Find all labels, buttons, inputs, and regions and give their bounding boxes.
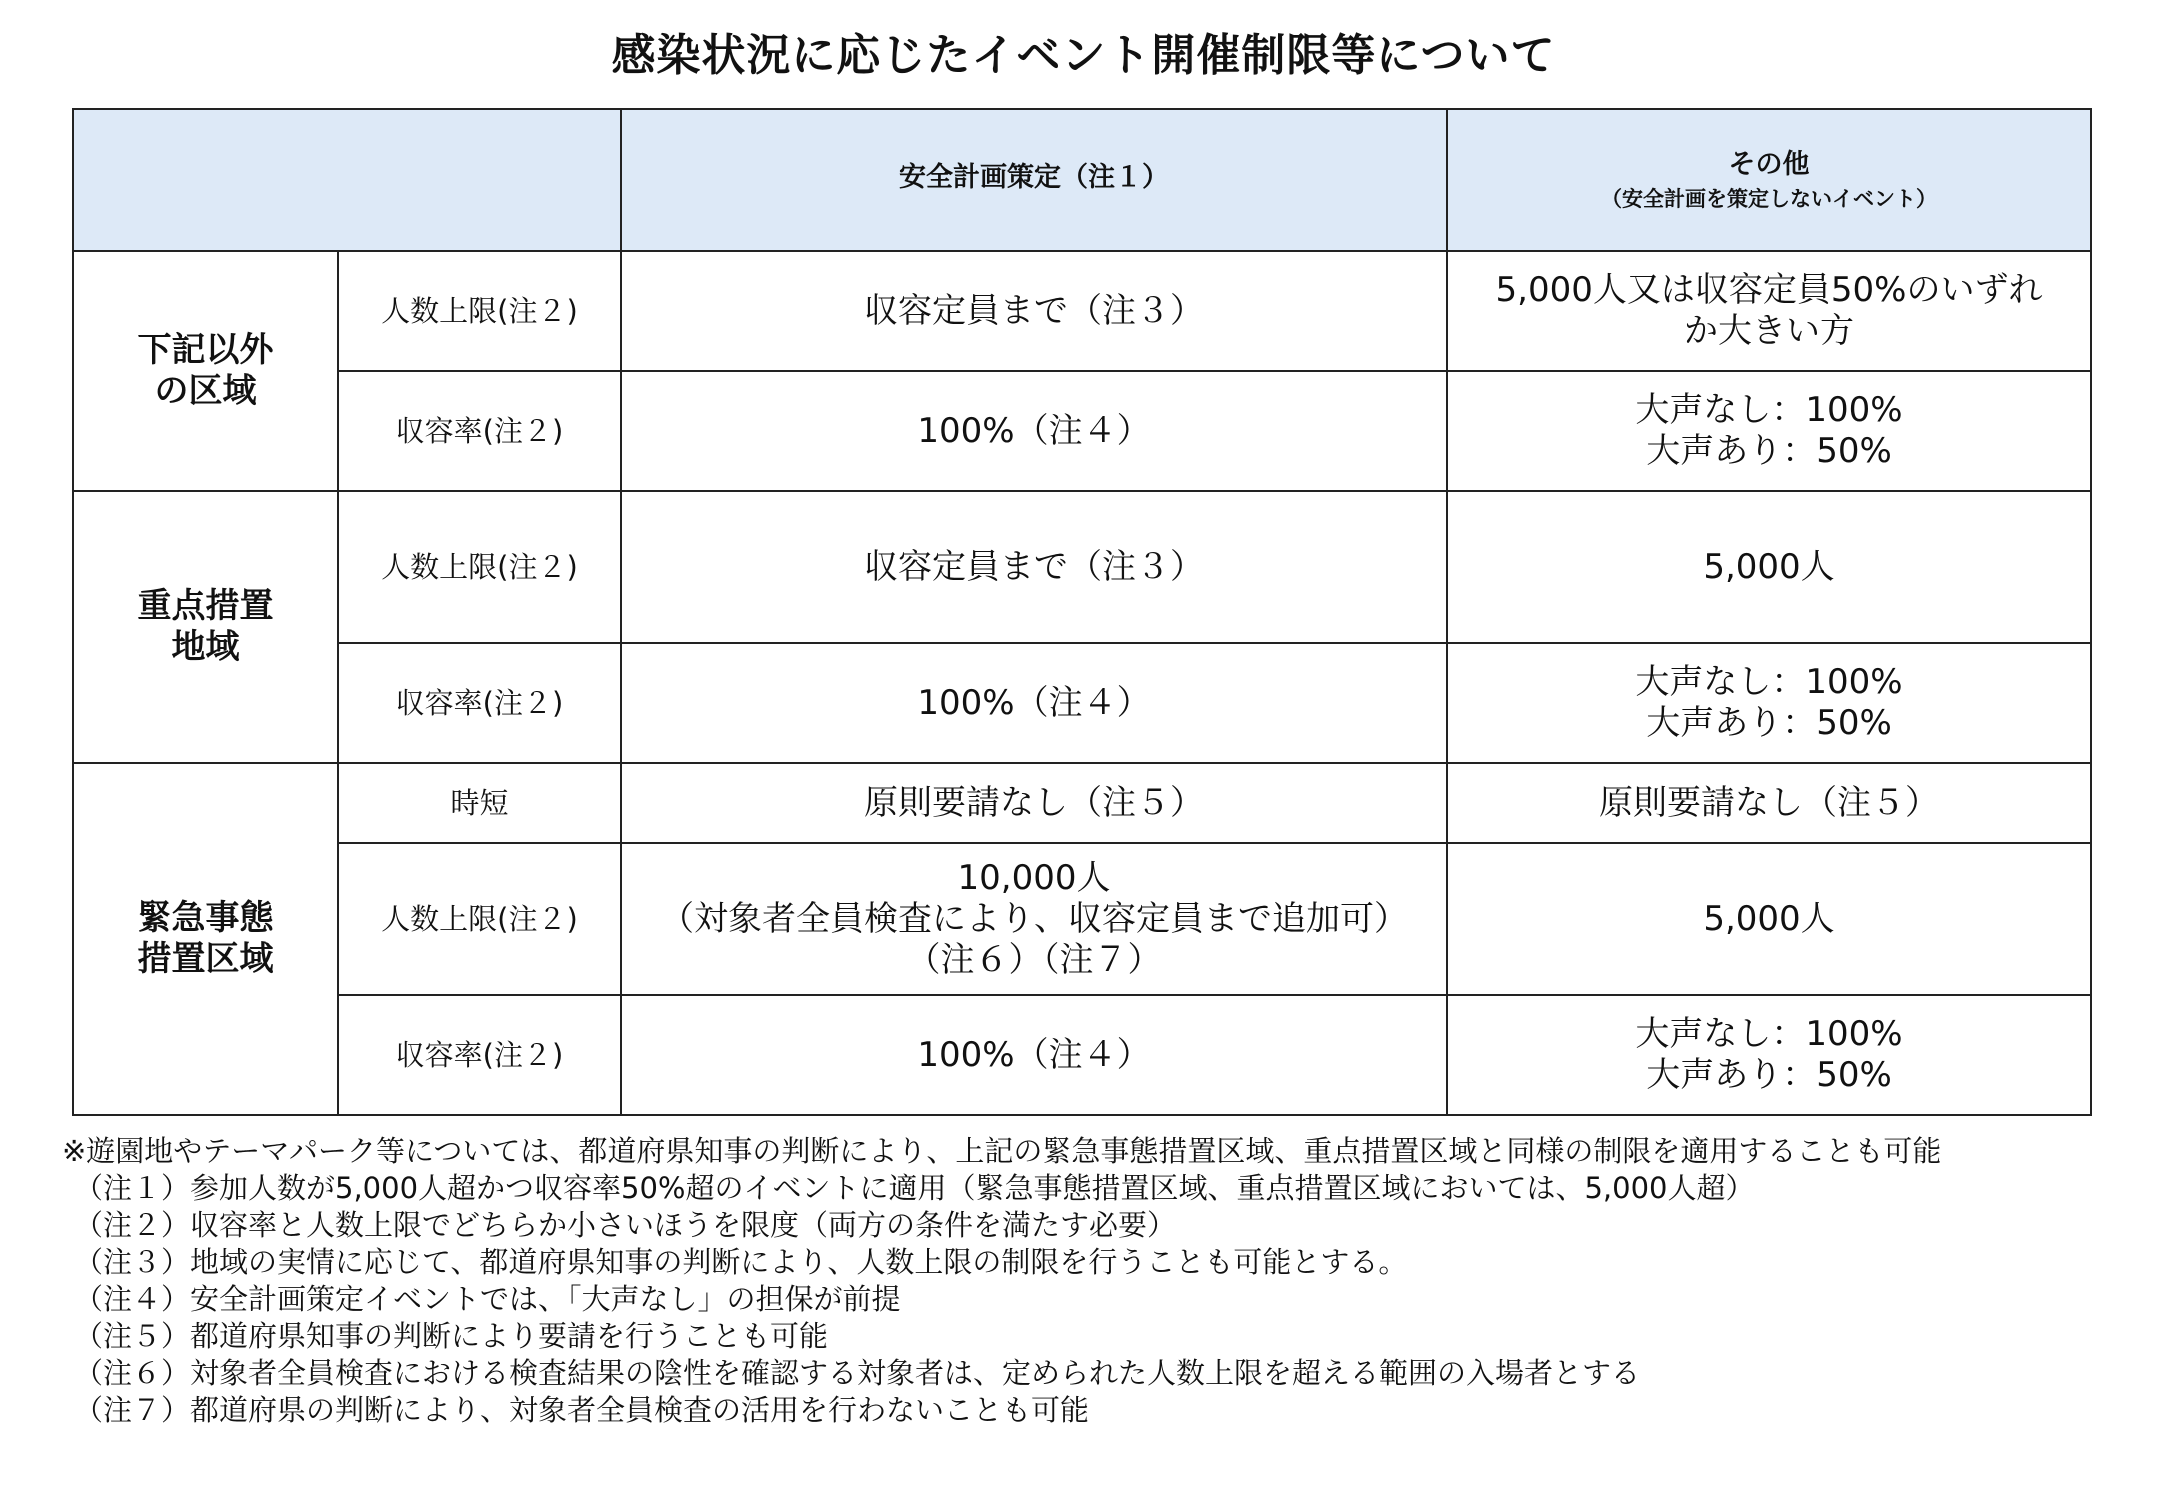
header-other <box>1447 109 2091 251</box>
other-value-cell <box>1447 995 2091 1115</box>
safety-value-cell <box>621 995 1447 1115</box>
region-name-line2: 地域 <box>171 627 240 667</box>
safety-value-line: 原則要請なし（注５） <box>864 782 1204 823</box>
safety-value-line: 100%（注４） <box>917 410 1151 451</box>
table-row <box>73 371 2091 491</box>
other-value-line: か大きい方 <box>1684 311 1854 351</box>
header-safety-plan-label: 安全計画策定（注１） <box>899 162 1169 193</box>
safety-value-cell <box>621 371 1447 491</box>
other-value-line: 大声なし：100% <box>1635 662 1903 702</box>
other-value-line: 5,000人又は収容定員50%のいずれ <box>1495 270 2043 310</box>
item-cell: 人数上限(注２) <box>338 251 621 371</box>
footnote-general: ※遊園地やテーマパーク等については、都道府県知事の判断により、上記の緊急事態措置区域、重点措置区域と同様の制限を適用することも可能 <box>62 1134 1942 1168</box>
other-value-line: 5,000人 <box>1703 546 1835 587</box>
item-cell: 収容率(注２) <box>338 643 621 763</box>
table-row <box>73 251 2091 371</box>
footnote-6: （注６）対象者全員検査における検査結果の陰性を確認する対象者は、定められた人数上限を超える範囲の入場者とする <box>74 1356 1641 1390</box>
safety-value-cell <box>621 763 1447 843</box>
region-cell-emergency-measures <box>73 763 338 1115</box>
item-cell: 収容率(注２) <box>338 371 621 491</box>
safety-value-cell <box>621 251 1447 371</box>
safety-value-line: 100%（注４） <box>917 1034 1151 1075</box>
safety-value-cell <box>621 643 1447 763</box>
footnote-2: （注２）収容率と人数上限でどちらか小さいほうを限度（両方の条件を満たす必要） <box>74 1208 1177 1242</box>
page-title: 感染状況に応じたイベント開催制限等について <box>611 30 1556 81</box>
safety-value-cell <box>621 843 1447 995</box>
other-value-cell <box>1447 371 2091 491</box>
header-other-label: その他 <box>1728 149 1810 180</box>
footnote-7: （注７）都道府県の判断により、対象者全員検査の活用を行わないことも可能 <box>74 1393 1090 1427</box>
footnotes <box>62 1133 2162 1429</box>
safety-value-line: 収容定員まで（注３） <box>864 290 1204 331</box>
other-value-cell <box>1447 491 2091 643</box>
other-value-line: 5,000人 <box>1703 898 1835 939</box>
safety-value-line: 収容定員まで（注３） <box>864 546 1204 587</box>
region-name-line2: 措置区域 <box>137 939 274 979</box>
footnote-5: （注５）都道府県知事の判断により要請を行うことも可能 <box>74 1319 829 1353</box>
other-value-line: 大声あり：50% <box>1646 431 1892 471</box>
region-name-line1: 緊急事態 <box>137 898 274 938</box>
event-restriction-table <box>72 108 2092 1116</box>
other-value-line: 原則要請なし（注５） <box>1599 782 1939 823</box>
item-cell: 収容率(注２) <box>338 995 621 1115</box>
safety-value-line: 100%（注４） <box>917 682 1151 723</box>
header-other-sublabel: （安全計画を策定しないイベント） <box>1601 187 1937 211</box>
footnote-3: （注３）地域の実情に応じて、都道府県知事の判断により、人数上限の制限を行うことも可能とする。 <box>74 1245 1408 1279</box>
other-value-cell <box>1447 843 2091 995</box>
safety-value-line: 10,000人 <box>957 857 1111 898</box>
other-value-line: 大声あり：50% <box>1646 703 1892 743</box>
region-cell-priority-measures <box>73 491 338 763</box>
other-value-line: 大声なし：100% <box>1635 1014 1903 1054</box>
header-safety-plan <box>621 109 1447 251</box>
other-value-line: 大声なし：100% <box>1635 390 1903 430</box>
region-name-line1: 下記以外 <box>137 330 274 370</box>
table-row <box>73 843 2091 995</box>
table-header-row <box>73 109 2091 251</box>
footnote-4: （注４）安全計画策定イベントでは、「大声なし」の担保が前提 <box>74 1282 901 1316</box>
header-blank-cell <box>73 109 621 251</box>
item-cell: 人数上限(注２) <box>338 843 621 995</box>
table-row <box>73 491 2091 643</box>
region-name-line2: の区域 <box>154 371 257 411</box>
table-row <box>73 995 2091 1115</box>
footnote-1: （注１）参加人数が5,000人超かつ収容率50%超のイベントに適用（緊急事態措置区域、重点措置区域においては、5,000人超） <box>74 1171 1755 1205</box>
item-cell: 人数上限(注２) <box>338 491 621 643</box>
safety-value-line: （注６）（注７） <box>906 939 1162 980</box>
region-name-line1: 重点措置 <box>137 586 274 626</box>
table-row <box>73 643 2091 763</box>
other-value-cell <box>1447 251 2091 371</box>
safety-value-line: （対象者全員検査により、収容定員まで追加可） <box>660 898 1408 939</box>
other-value-cell <box>1447 643 2091 763</box>
item-cell: 時短 <box>338 763 621 843</box>
other-value-cell <box>1447 763 2091 843</box>
other-value-line: 大声あり：50% <box>1646 1055 1892 1095</box>
region-cell-other-areas <box>73 251 338 491</box>
table-row <box>73 763 2091 843</box>
safety-value-cell <box>621 491 1447 643</box>
